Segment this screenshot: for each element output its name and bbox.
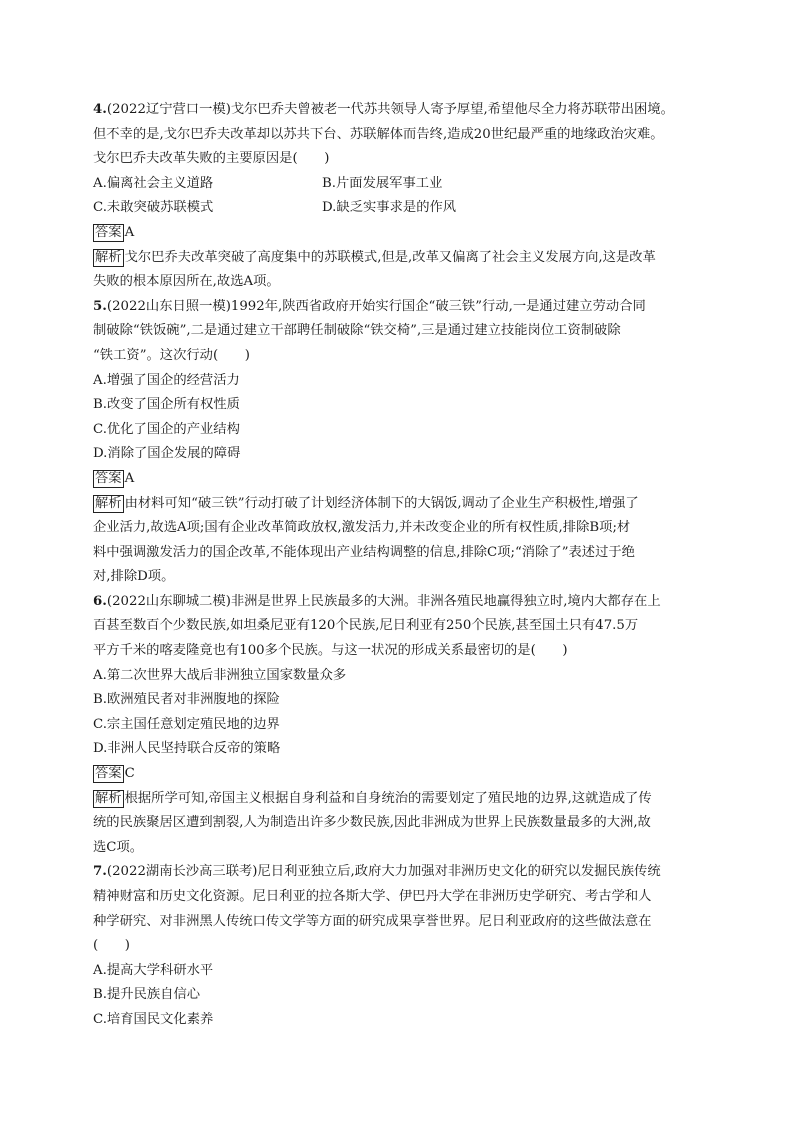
- option-row: [93, 196, 718, 221]
- analysis-line: 失败的根本原因所在,故选A项。: [93, 274, 280, 290]
- question-text-line: 7.(2022湖南长沙高三联考)尼日利亚独立后,政府大力加强对非洲历史文化的研究以发掘民族传统: [93, 864, 661, 880]
- option-b: B.改变了国企所有权性质: [93, 397, 240, 413]
- question-number: 7.: [93, 864, 107, 880]
- answer-value: A: [124, 470, 135, 486]
- question-6: [93, 590, 718, 861]
- analysis-line: 解析 戈尔巴乔夫改革突破了高度集中的苏联模式,但是,改革又偏离了社会主义发展方向,这是改革: [95, 249, 656, 265]
- option-b: B.片面发展军事工业: [322, 175, 443, 191]
- analysis-line: 解析 由材料可知“破三铁”行动打破了计划经济体制下的大锅饭,调动了企业生产积极性,增强了: [95, 495, 639, 511]
- document-page: [93, 98, 718, 1033]
- answer-line: [93, 221, 718, 246]
- option-d: D.非洲人民坚持联合反帝的策略: [93, 741, 281, 757]
- question-text-line: 戈尔巴乔夫改革失败的主要原因是( ): [93, 151, 330, 167]
- analysis-tag: 解析: [95, 790, 122, 806]
- option-d: D.消除了国企发展的障碍: [93, 446, 241, 462]
- question-text-line: 种学研究、对非洲黑人传统口传文学等方面的研究成果享誉世界。尼日利亚政府的这些做法意在: [93, 913, 652, 929]
- answer-line: [93, 467, 718, 492]
- analysis-tag: 解析: [95, 495, 122, 511]
- analysis-line: 对,排除D项。: [93, 569, 175, 585]
- question-number: 5.: [93, 298, 107, 314]
- option-a: A.增强了国企的经营活力: [93, 372, 240, 388]
- option-a: A.提高大学科研水平: [93, 962, 214, 978]
- analysis-line: 企业活力,故选A项;国有企业改革简政放权,激发活力,并未改变企业的所有权性质,排除B项;材: [93, 520, 631, 536]
- analysis-line: 解析 根据所学可知,帝国主义根据自身利益和自身统治的需要划定了殖民地的边界,这就造成了传: [95, 790, 652, 806]
- question-text-line: 精神财富和历史文化资源。尼日利亚的拉各斯大学、伊巴丹大学在非洲历史学研究、考古学和人: [93, 889, 652, 904]
- option-c: C.未敢突破苏联模式: [93, 200, 214, 216]
- question-text-line: 6.(2022山东聊城二模)非洲是世界上民族最多的大洲。非洲各殖民地赢得独立时,境内大都存在上: [93, 593, 661, 609]
- question-text-line: 4.(2022辽宁营口一模)戈尔巴乔夫曾被老一代苏共领导人寄予厚望,希望他尽全力将苏联带出困境。: [93, 102, 674, 117]
- answer-value: A: [124, 224, 135, 240]
- question-text-line: 但不幸的是,戈尔巴乔夫改革却以苏共下台、苏联解体而告终,造成20世纪最严重的地缘政治灾难。: [93, 126, 664, 142]
- question-text-line: “铁工资”。这次行动( ): [93, 347, 250, 363]
- question-number: 4.: [93, 102, 107, 117]
- question-text-line: 百甚至数百个少数民族,如坦桑尼亚有120个民族,尼日利亚有250个民族,甚至国土只有47.5万: [93, 618, 639, 634]
- option-c: C.优化了国企的产业结构: [93, 421, 240, 437]
- question-text-line: 5.(2022山东日照一模)1992年,陕西省政府开始实行国企“破三铁”行动,一是通过建立劳动合同: [93, 298, 646, 314]
- option-d: D.缺乏实事求是的作风: [322, 200, 457, 216]
- option-a: A.第二次世界大战后非洲独立国家数量众多: [93, 667, 347, 683]
- answer-tag: 答案: [95, 470, 122, 486]
- question-4: [93, 98, 718, 295]
- analysis-line: 统的民族聚居区遭到割裂,人为制造出许多少数民族,因此非洲成为世界上民族数量最多的大洲,故: [93, 815, 651, 831]
- answer-tag: 答案: [95, 224, 122, 240]
- option-b: B.欧洲殖民者对非洲腹地的探险: [93, 692, 280, 708]
- option-c: C.培育国民文化素养: [93, 1011, 214, 1027]
- question-7: [93, 860, 718, 1032]
- option-row: [93, 172, 718, 197]
- analysis-tag: 解析: [95, 249, 122, 265]
- question-text-line: ( ): [93, 938, 130, 954]
- question-text-line: 制破除“铁饭碗”,二是通过建立干部聘任制破除“铁交椅”,三是通过建立技能岗位工资制破除: [93, 323, 621, 339]
- question-5: [93, 295, 718, 590]
- question-number: 6.: [93, 593, 107, 609]
- analysis-line: 料中强调激发活力的国企改革,不能体现出产业结构调整的信息,排除C项;“消除了”表述过于绝: [93, 544, 635, 560]
- option-c: C.宗主国任意划定殖民地的边界: [93, 716, 280, 732]
- option-b: B.提升民族自信心: [93, 987, 201, 1003]
- question-text-line: 平方千米的喀麦隆竟也有100多个民族。与这一状况的形成关系最密切的是( ): [93, 643, 568, 659]
- option-a: A.偏离社会主义道路: [93, 175, 214, 191]
- analysis-line: 选C项。: [93, 839, 144, 855]
- answer-line: [93, 762, 718, 787]
- answer-tag: 答案: [95, 766, 122, 782]
- answer-value: C: [124, 766, 135, 782]
